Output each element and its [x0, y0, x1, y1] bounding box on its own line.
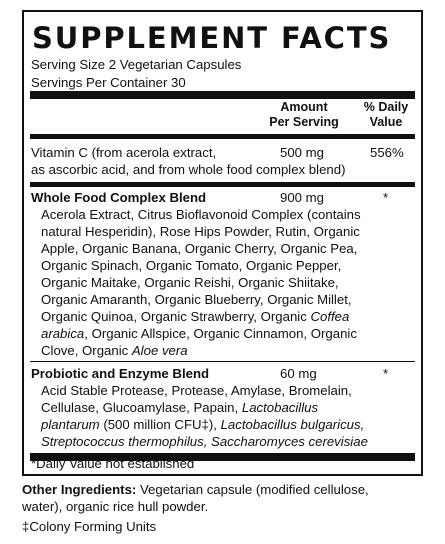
blend-divider	[30, 361, 415, 362]
whole-food-italic-term: Aloe vera	[131, 343, 188, 358]
whole-food-line: natural Hesperidin), Rose Hips Powder, Rutin, Organic	[41, 224, 360, 239]
whole-food-italic-term: arabica	[41, 326, 85, 341]
colony-forming-units-note: ‡Colony Forming Units	[22, 519, 157, 534]
thick-divider-top	[30, 91, 415, 99]
supplement-facts-panel	[22, 10, 423, 476]
probiotic-line	[41, 399, 318, 416]
whole-food-line	[41, 325, 357, 342]
probiotic-blend-name: Probiotic and Enzyme Blend	[31, 366, 210, 381]
whole-food-line	[41, 342, 188, 359]
other-ingredients-label: Other Ingredients:	[22, 482, 137, 497]
probiotic-italic-term: Lactobacillus	[241, 400, 319, 415]
whole-food-blend-dv: *	[383, 190, 389, 205]
other-ingredients-text-continued: water), organic rice hull powder.	[22, 499, 209, 514]
amount-header-line1: Amount	[280, 100, 328, 114]
servings-per-container: Servings Per Container 30	[31, 75, 186, 90]
vitamin-c-amount: 500 mg	[280, 145, 324, 160]
panel-title: SUPPLEMENT FACTS	[32, 21, 392, 55]
probiotic-line: Acid Stable Protease, Protease, Amylase, Bromelain,	[41, 383, 352, 398]
whole-food-line: Organic Amaranth, Organic Blueberry, Organic Millet,	[41, 292, 352, 307]
probiotic-line	[41, 416, 364, 433]
daily-value-footnote: *Daily Value not established	[31, 456, 195, 471]
whole-food-line: Organic Maitake, Organic Reishi, Organic Shiitake,	[41, 275, 339, 290]
vitamin-divider	[30, 182, 415, 187]
whole-food-blend-amount: 900 mg	[280, 190, 324, 205]
whole-food-line-text: Organic Quinoa, Organic Strawberry, Organic	[41, 309, 311, 324]
whole-food-italic-term: Coffea	[310, 309, 350, 324]
amount-header-line2: Per Serving	[269, 115, 339, 129]
whole-food-line: Organic Spinach, Organic Tomato, Organic Pepper,	[41, 258, 342, 273]
probiotic-italic-term: Streptococcus thermophilus, Saccharomyces cerevisiae	[41, 434, 368, 449]
whole-food-line	[41, 308, 349, 325]
probiotic-blend-amount: 60 mg	[280, 366, 317, 381]
vitamin-c-dv: 556%	[370, 145, 404, 160]
header-divider	[30, 134, 415, 139]
vitamin-c-label: Vitamin C (from acerola extract,	[31, 145, 217, 160]
probiotic-blend-dv: *	[383, 366, 389, 381]
whole-food-line: Acerola Extract, Citrus Bioflavonoid Complex (contains	[41, 207, 361, 222]
vitamin-c-source: as ascorbic acid, and from whole food complex blend)	[31, 162, 346, 177]
probiotic-italic-term: Lactobacillus bulgaricus,	[220, 417, 365, 432]
whole-food-line: Apple, Organic Banana, Organic Cherry, Organic Pea,	[41, 241, 358, 256]
other-ingredients-text: Vegetarian capsule (modified cellulose,	[136, 482, 369, 497]
probiotic-line	[41, 433, 368, 450]
whole-food-line-text: Clove, Organic	[41, 343, 132, 358]
serving-size: Serving Size 2 Vegetarian Capsules	[31, 57, 242, 72]
dv-header-line1: % Daily	[363, 100, 409, 114]
whole-food-line-text: , Organic Allspice, Organic Cinnamon, Organic	[84, 326, 357, 341]
daily-value-header	[352, 100, 420, 130]
probiotic-line-text: Cellulase, Glucoamylase, Papain,	[41, 400, 242, 415]
whole-food-blend-name: Whole Food Complex Blend	[31, 190, 207, 205]
dv-header-line2: Value	[369, 115, 403, 129]
other-ingredients	[22, 481, 369, 498]
probiotic-line-text: (500 million CFU‡),	[99, 417, 221, 432]
probiotic-italic-term: plantarum	[41, 417, 100, 432]
amount-header	[258, 100, 350, 130]
